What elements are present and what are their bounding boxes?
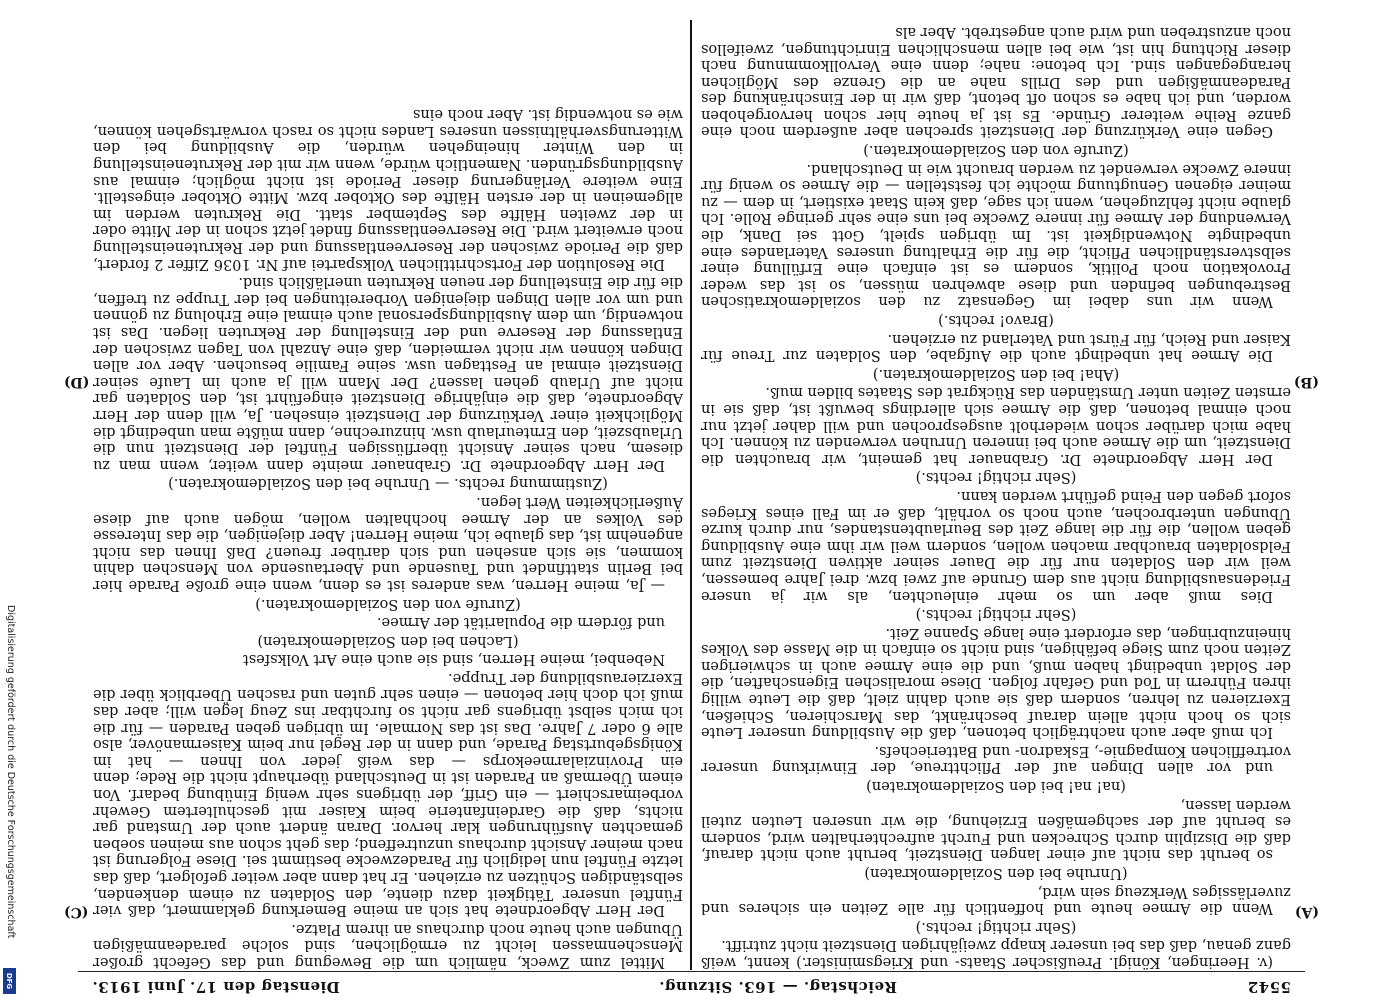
text-column-right	[93, 10, 683, 970]
interjection: (Sehr richtig! rechts.)	[915, 606, 1077, 623]
session-title: Reichstag. — 163. Sitzung.	[658, 978, 897, 996]
dfg-logo-text: DFG	[5, 972, 14, 990]
paragraph: — Ja, meine Herren, was anderes ist es denn, wenn eine große Parade hier bei Berlin stattfindet und Tausende und Abertausende von Menschen dahin kommen, sie sich ansehen und sich darüber freuen? Daß Ihnen das nicht angenehm ist, das glaube ich, meine Herren! Aber diejenigen, die das Interesse des Volkes an der Armee hochhalten wollen, mögen auch auf diese Äußerlichkeiten Wert legen.	[93, 493, 683, 593]
dfg-logo	[3, 968, 16, 994]
paragraph: Wenn die Armee heute und hoffentlich für alle Zeiten ein sicheres und zuverlässiges Werkzeug sein wird,	[701, 883, 1291, 917]
margin-marker-b: (B)	[1293, 374, 1319, 390]
interjection: (na! na! bei den Sozialdemokraten)	[866, 778, 1126, 795]
text-column-left	[701, 10, 1291, 970]
column-divider	[690, 20, 692, 970]
interjection: (Lachen bei den Sozialdemokraten)	[257, 632, 519, 649]
paragraph: (v. Heeringen, Königl. Preußischer Staats- und Kriegsminister.) kennt, weiß ganz genau, daß das bei unserer knapp zweijährigen Dienstzeit nicht zutrifft.	[701, 937, 1291, 970]
margin-marker-c: (C)	[64, 904, 89, 920]
paragraph: Nebenbei, meine Herren, sind sie auch eine Art Volksfest	[242, 651, 665, 668]
interjection: (Zurufe von den Sozialdemokraten.)	[863, 142, 1129, 159]
digitization-credit	[2, 0, 18, 1000]
paragraph: Die Armee hat unbedingt auch die Aufgabe, den Soldaten zur Treue für Kaiser und Reich, für Fürst und Vaterland zu erziehen.	[701, 330, 1291, 364]
paragraph: Dies muß aber um so mehr einleuchten, als wir ja unsere Friedensausbildung nicht aus dem Grunde auf zwei bzw. drei Jahre bemessen, weil wir den Soldaten nur für die Dauer seiner aktiven Dienstzeit zum Feldsoldaten brauchbar machen wollen, sondern weil wir ihm eine Ausbildung geben wollen, die für die lange Zeit des Beurlaubtenstandes, nur durch kurze Übungen unterbrochen, auch noch so vorhält, daß er im Fall eines Krieges sofort gegen den Feind geführt werden kann.	[701, 487, 1291, 604]
interjection: (Bravo! rechts.)	[938, 312, 1054, 329]
credit-text: Digitalisierung gefördert durch die Deutsche Forschungsgemeinschaft	[5, 605, 16, 939]
margin-marker-a: (A)	[1294, 904, 1319, 920]
paragraph: und fördern die Popularität der Armee.	[376, 614, 665, 631]
interjection: (Zurufe von den Sozialdemokraten.)	[255, 595, 521, 612]
paragraph: Der Herr Abgeordnete Dr. Grabnauer meinte dann weiter, wenn man zu diesem, nach seiner Ansicht überflüssigen Fünftel der Dienstzeit nun die Urlaubszeit, den Ernteurlaub usw. hinzurechne, dann müßte man unbedingt die Möglichkeit einer Verkürzung der Dienstzeit einsehen. Ja, will denn der Herr Abgeordnete, daß die einjährige Dienstzeit eingeführt ist, den Soldaten gar nicht auf Urlaub gehen lassen? Der Mann will ja auch im Laufe seiner Dienstzeit einmal an Festtagen usw. seine Familie besuchen. Aber vor allen Dingen können wir nicht vermeiden, daß eine Anzahl von Tagen zwischen der Entlassung der Reserve und der Einstellung der Rekruten liegen. Das ist notwendig, um dem Ausbildungspersonal auch einmal eine Erholung zu gönnen und um vor allen Dingen diejenigen Vorbereitungen bei der Truppe zu treffen, die für die Einstellung der neuen Rekruten unerläßlich sind.	[93, 274, 683, 473]
paragraph: Wenn wir uns dabei im Gegensatz zu den sozialdemokratischen Bestrebungen befinden und diese abwehren müssen, so ist das weder Provokation noch Politik, sondern es ist einfach eine Erfüllung einer selbstverständlichen Pflicht, die für die Erhaltung unseres Vaterlandes eine unbedingte Notwendigkeit ist. Im übrigen spielt, Gott sei Dank, die Verwendung der Armee für innere Zwecke bei uns eine sehr geringe Rolle. Ich glaube nicht fehlzugehen, wenn ich sage, daß kein Staat existiert, in dem — zu meiner eigenen Genugtuung möchte ich feststellen — die Armee so wenig für innere Zwecke verwendet zu werden braucht wie in Deutschland.	[701, 160, 1291, 310]
interjection: (Aha! bei den Sozialdemokraten.)	[872, 365, 1120, 382]
header-rule	[78, 971, 1305, 972]
paragraph: Mittel zum Zweck, nämlich um die Bewegung und das Gefecht großer Menschenmassen leicht zu ermöglichen, sind solche paradeanmäßigen Übungen auch heute noch durchaus an ihrem Platze.	[93, 920, 683, 970]
interjection: (Zustimmung rechts. — Unruhe bei den Sozialdemokraten.)	[168, 475, 608, 492]
interjection: (Sehr richtig! rechts.)	[915, 469, 1077, 486]
interjection: (Unruhe bei den Sozialdemokraten)	[864, 865, 1128, 882]
paragraph: Die Resolution der Fortschrittlichen Volkspartei auf Nr. 1036 Ziffer 2 fordert, daß die Periode zwischen der Reserveentlassung und der Rekruteneinstellung noch erweitert wird. Die Reserveentlassung findet jetzt schon in der Mitte oder in der zweiten Hälfte des September statt. Die Rekruten werden im allgemeinen in der ersten Hälfte des Oktober bzw. Mitte Oktober eingestellt. Eine weitere Verlängerung dieser Periode ist nicht möglich; einmal aus Ausbildungsgründen. Namentlich würde, wenn wir mit der Rekruteneinstellung in den Winter hineingehen würden, die Ausbildung bei den Witterungsverhältnissen unseres Landes nicht so rasch vorwärtsgehen können, wie es notwendig ist. Aber noch eins	[93, 106, 683, 272]
paragraph: Gegen eine Verkürzung der Dienstzeit sprechen aber außerdem noch eine ganze Reihe weiterer Gründe. Es ist ja heute hier schon hervorgehoben worden, und ich habe es schon oft betont, daß wir in der Einschränkung des Paradeanmäßigen und des Drills nahe an die Grenze des Möglichen herangegangen sind. Ich betone: nahe; denn eine Vervollkommnung nach dieser Richtung hin ist, wie bei allen menschlichen Einrichtungen, zweifellos noch anzustreben und wird auch angestrebt. Aber als	[701, 23, 1291, 140]
paragraph: so beruht das nicht auf einer langen Dienstzeit, beruht auch nicht darauf, daß die Disziplin durch Schrecken und Furcht aufrechterhalten wird, sondern es beruht auf der sachgemäßen Erziehung, die wir unseren Leuten zuteil werden lassen,	[701, 796, 1291, 863]
margin-marker-d: (D)	[64, 374, 90, 390]
paragraph: Der Herr Abgeordnete hat sich an meine Bemerkung geklammert, daß vier Fünftel unserer Tätigkeit dazu diente, den Soldaten zu einem denkenden, selbständigen Schützen zu erziehen. Er hat dann aber weiter gefolgert, daß das letzte Fünftel nun lediglich für Paradezwecke bestimmt sei. Diese Folgerung ist nach meiner Ansicht durchaus unzutreffend; das geht schon aus meinen soeben gemachten Ausführungen klar hervor. Daran ändert auch der Umstand gar nichts, daß die Gardeinfanterie beim Kaiser mit geschultertem Gewehr vorbeimarschiert — ein Griff, der übrigens sehr wenig Einübung bedarf. Von einem Übermaß an Paraden ist in Deutschland überhaupt nicht die Rede; denn ein Provinzialarmeekorps — das weiß jeder von Ihnen — hat im Königsgeburtstag Parade, und dann in der Regel nur beim Kaisermanöver, also alle 6 oder 7 Jahre. Das ist das Normale. Im übrigen geben Paraden — für die ich mich selbst übrigens gar nicht so furchtbar ins Zeug legen will; aber das muß ich doch hier betonen — einen sehr guten und raschen Überblick über die Exerzierausbildung der Truppe.	[93, 669, 683, 919]
interjection: (Sehr richtig! rechts.)	[915, 918, 1077, 935]
page-number: 5542	[1247, 978, 1291, 996]
paragraph: und vor allen Dingen auf der Pflichttreue, der Einwirkung unserer vortrefflichen Kompagnie-, Eskadron- und Batteriechefs.	[701, 742, 1291, 776]
paragraph: Ich muß aber auch nachträglich betonen, daß die Ausbildung unserer Leute sich so hoch nicht allein darauf beschränkt, das Marschieren, Schießen, Exerzieren zu lehren, sondern daß sie auch dahin zielt, daß die Leute willig ihren Führern in Tod und Gefahr folgen. Diese moralischen Eigenschaften, die der Soldat unbedingt haben muß, und die eine Armee auch in schwierigen Zeiten noch zum Siege befähigen, sind nicht so einfach in die Masse des Volkes hineinzubringen, das erfordert eine lange Spanne Zeit.	[701, 624, 1291, 741]
session-date: Dienstag den 17. Juni 1913.	[92, 978, 340, 996]
paragraph: Der Herr Abgeordnete Dr. Grabnauer hat gemeint, wir brauchten die Dienstzeit, um die Armee auch bei inneren Unruhen verwenden zu können. Ich habe mich darüber schon wiederholt ausgesprochen und will daher jetzt nur noch einmal betonen, daß die Armee sich allerdings bewußt ist, daß sie in ernsten Zeiten unter Umständen das Rückgrat des Staates bilden muß.	[701, 384, 1291, 467]
